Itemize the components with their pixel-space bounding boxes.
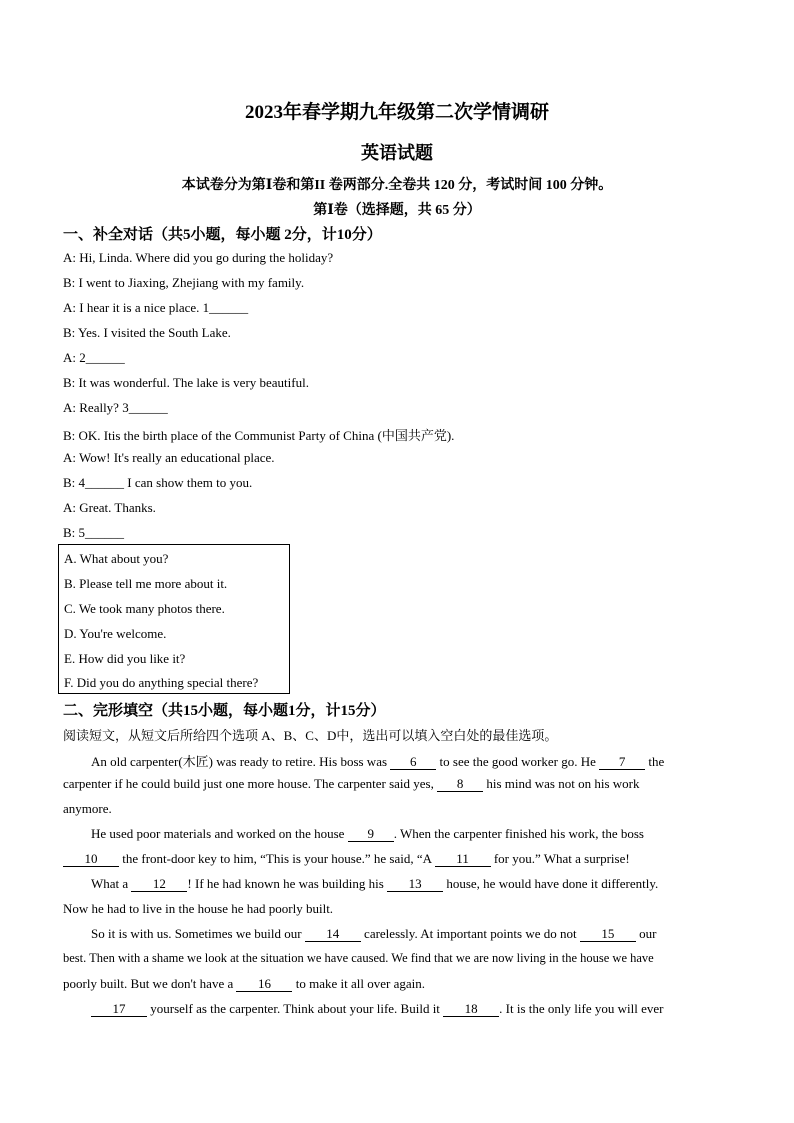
option-d: D. You're welcome. <box>64 626 167 641</box>
passage-line: carpenter if he could build just one more house. The carpenter said yes, 8 his mind was not on his work <box>63 776 640 791</box>
exam-subject: 英语试题 <box>361 143 433 163</box>
passage-line: anymore. <box>63 801 112 816</box>
passage-line: best. Then with a shame we look at the situation we have caused. We find that we are now living in the house we have <box>63 951 654 965</box>
blank-9[interactable]: 9 <box>348 827 394 842</box>
section-1-heading: 一、补全对话（共5小题，每小题 2分，计10分） <box>63 227 382 243</box>
passage-line: An old carpenter(木匠) was ready to retire. His boss was 6 to see the good worker go. He 7 the <box>91 754 665 769</box>
option-b: B. Please tell me more about it. <box>64 576 228 591</box>
part-one-heading: 第Ⅰ卷（选择题，共 65 分） <box>313 203 481 218</box>
blank-7[interactable]: 7 <box>599 755 645 770</box>
blank-16[interactable]: 16 <box>236 977 292 992</box>
answer-options-box <box>58 544 290 694</box>
dialogue-line: A: I hear it is a nice place. 1______ <box>63 300 249 315</box>
passage-line: 17 yourself as the carpenter. Think about your life. Build it 18 . It is the only life you will ever <box>91 1001 757 1017</box>
passage-line: 10 the front-door key to him, “This is your house.” he said, “A 11 for you.” What a surprise! <box>63 851 729 867</box>
dialogue-line: B: It was wonderful. The lake is very beautiful. <box>63 375 309 390</box>
dialogue-line: B: I went to Jiaxing, Zhejiang with my family. <box>63 275 305 290</box>
passage-line: He used poor materials and worked on the house 9 . When the carpenter finished his work, the boss <box>91 826 644 841</box>
option-e: E. How did you like it? <box>64 651 186 666</box>
passage-line: So it is with us. Sometimes we build our 14 carelessly. At important points we do not 15 our <box>91 926 657 941</box>
blank-8[interactable]: 8 <box>437 777 483 792</box>
dialogue-line: B: OK. Itis the birth place of the Communist Party of China (中国共产党). <box>63 428 455 443</box>
dialogue-line: A: Really? 3______ <box>63 400 168 415</box>
exam-title: 2023年春学期九年级第二次学情调研 <box>244 102 549 123</box>
dialogue-line: A: Hi, Linda. Where did you go during the holiday? <box>63 250 334 265</box>
blank-14[interactable]: 14 <box>305 927 361 942</box>
option-f: F. Did you do anything special there? <box>64 675 259 690</box>
option-c: C. We took many photos there. <box>64 601 225 616</box>
blank-18[interactable]: 18 <box>443 1002 499 1017</box>
blank-17[interactable]: 17 <box>91 1002 147 1017</box>
dialogue-line: B: Yes. I visited the South Lake. <box>63 325 231 340</box>
option-a: A. What about you? <box>64 551 169 566</box>
passage-line: Now he had to live in the house he had poorly built. <box>63 901 334 916</box>
section-2-heading: 二、完形填空（共15小题，每小题1分，计15分） <box>63 703 386 719</box>
passage-line: What a 12 ! If he had known he was building his 13 house, he would have done it differently. <box>91 876 659 891</box>
blank-12[interactable]: 12 <box>131 877 187 892</box>
blank-10[interactable]: 10 <box>63 852 119 867</box>
section-2-intro: 阅读短文，从短文后所给四个选项 A、B、C、D中，选出可以填入空白处的最佳选项。 <box>63 728 558 743</box>
blank-15[interactable]: 15 <box>580 927 636 942</box>
blank-6[interactable]: 6 <box>390 755 436 770</box>
dialogue-line: A: Wow! It's really an educational place. <box>63 450 275 465</box>
dialogue-line: A: Great. Thanks. <box>63 500 156 515</box>
dialogue-line: B: 5______ <box>63 525 125 540</box>
blank-13[interactable]: 13 <box>387 877 443 892</box>
dialogue-line: B: 4______ I can show them to you. <box>63 475 253 490</box>
passage-line: poorly built. But we don't have a 16 to make it all over again. <box>63 976 425 991</box>
exam-instructions: 本试卷分为第Ⅰ卷和第II 卷两部分.全卷共 120 分，考试时间 100 分钟。 <box>181 178 613 193</box>
blank-11[interactable]: 11 <box>435 852 491 867</box>
dialogue-line: A: 2______ <box>63 350 125 365</box>
